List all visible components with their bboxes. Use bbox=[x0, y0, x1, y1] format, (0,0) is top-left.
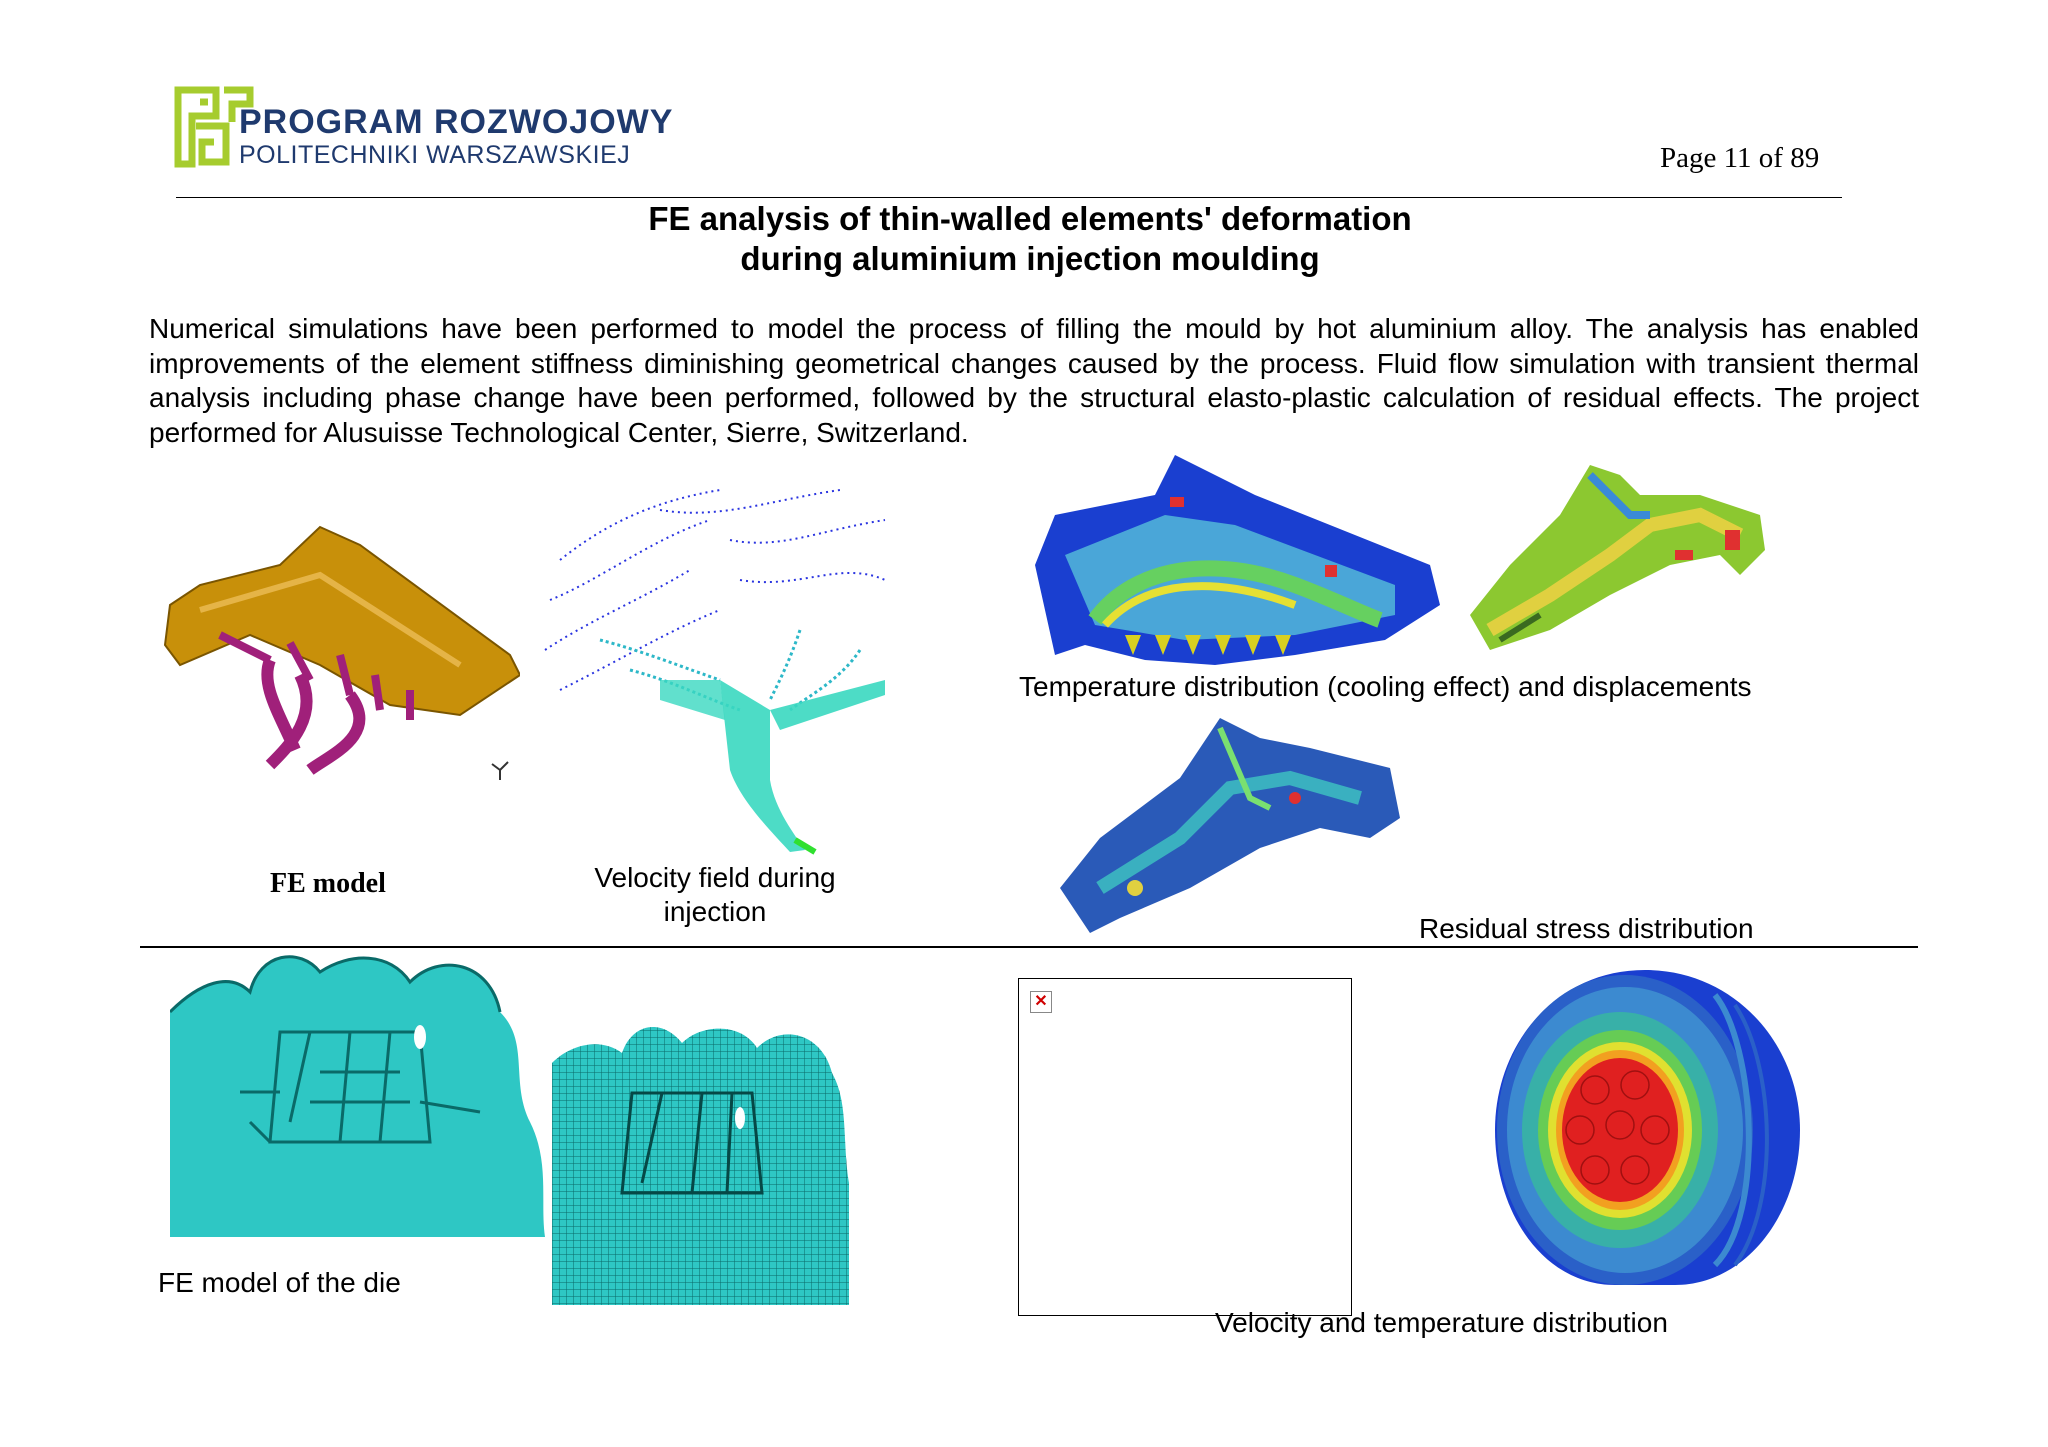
logo-line1: PROGRAM ROZWOJOWY bbox=[239, 103, 674, 141]
broken-image-frame bbox=[1018, 978, 1352, 1316]
broken-image-icon: ✕ bbox=[1030, 991, 1052, 1013]
temperature-image-2 bbox=[1470, 455, 1770, 655]
caption-velocity-temp: Velocity and temperature distribution bbox=[1215, 1307, 1668, 1338]
die-image-1 bbox=[170, 952, 545, 1237]
fe-model-image bbox=[160, 515, 520, 785]
page-number: Page 11 of 89 bbox=[1660, 142, 1820, 174]
caption-temperature: Temperature distribution (cooling effect) and displacements bbox=[1019, 671, 1752, 702]
logo-line2: POLITECHNIKI WARSZAWSKIEJ bbox=[239, 141, 631, 169]
caption-die: FE model of the die bbox=[158, 1267, 401, 1298]
caption-velocity-field-2: injection bbox=[663, 896, 767, 927]
cylinder-image bbox=[1495, 965, 1805, 1290]
caption-velocity-field-1: Velocity field during bbox=[594, 862, 836, 893]
title-line1: FE analysis of thin-walled elements' deformation bbox=[648, 200, 1412, 237]
intro-paragraph: Numerical simulations have been performed to model the process of filling the mould by hot aluminium alloy. The analysis has enabled improvements of the element stiffness diminishing geometrical changes caused by the process. Fluid flow simulation with transient thermal analysis including phase change have been performed, followed by the structural elasto-plastic calculation of residual effects. The project performed for Alusuisse Technological Center, Sierre, Switzerland. bbox=[149, 313, 1919, 448]
die-image-2 bbox=[552, 1023, 849, 1305]
caption-residual: Residual stress distribution bbox=[1419, 913, 1754, 944]
residual-stress-image bbox=[1060, 718, 1400, 933]
header-rule bbox=[176, 197, 1842, 198]
section-rule bbox=[140, 946, 1918, 948]
caption-fe-model: FE model bbox=[270, 868, 386, 899]
velocity-field-image bbox=[540, 480, 892, 855]
temperature-image-1 bbox=[1035, 455, 1445, 670]
title-line2: during aluminium injection moulding bbox=[740, 240, 1320, 277]
